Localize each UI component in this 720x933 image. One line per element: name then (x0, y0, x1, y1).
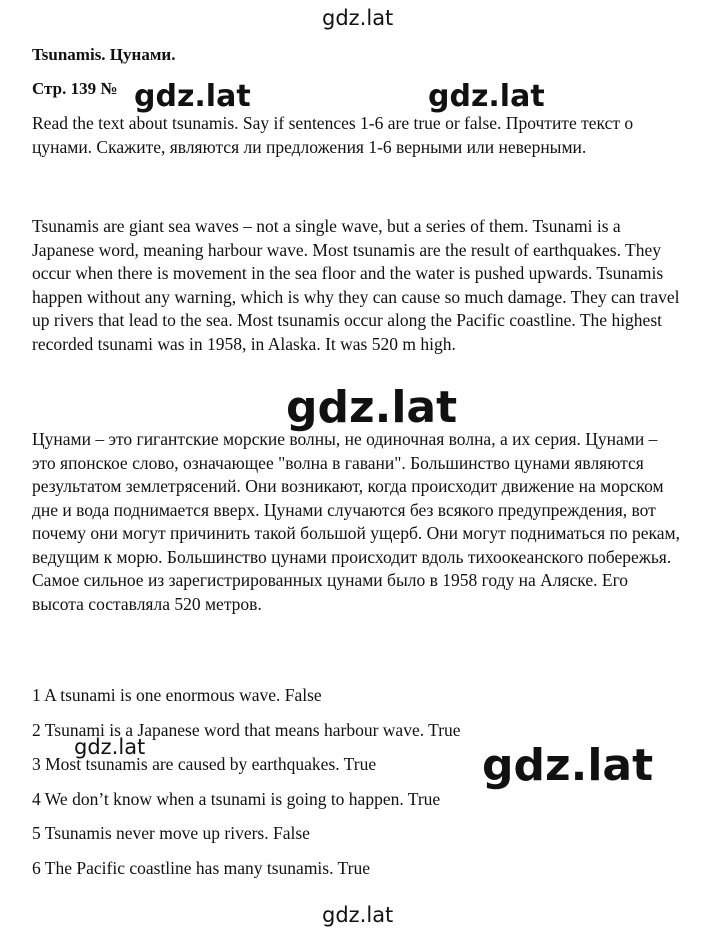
answer-item-6: 6 The Pacific coastline has many tsunamis. True (32, 857, 370, 878)
answer-item-1: 1 A tsunami is one enormous wave. False (32, 685, 322, 705)
page-title: Tsunamis. Цунами. (32, 45, 176, 64)
watermark-lower-small: gdz.lat (74, 735, 146, 759)
answer-item-4: 4 We don’t know when a tsunami is going to happen. True (32, 788, 441, 809)
russian-passage: Цунами – это гигантские морские волны, не одиночная волна, а их серия. Цунами – это японское слово, означающее "волна в гавани". Большинство цунами являются результатом землетрясений. Они возникают, когда происходит движение на морском дне и вода поднимается вверх. Цунами случаются без всякого предупреждения, вот почему они могут причинить такой большой ущерб. Они могут подниматься по рекам, ведущим к морю. Большинство цунами происходит вдоль тихоокеанского побережья. Самое сильное из зарегистрированных цунами было в 1958 году на Аляске. Его высота составляла 520 метров. (32, 429, 680, 614)
answer-item-5: 5 Tsunamis never move up rivers. False (32, 823, 310, 843)
answer-item-2: 2 Tsunami is a Japanese word that means harbour wave. True (32, 719, 461, 740)
watermark-bottom: gdz.lat (322, 903, 394, 927)
watermark-band-left: gdz.lat (134, 79, 251, 114)
answer-list (32, 684, 461, 891)
instruction-text: Read the text about tsunamis. Say if sentences 1-6 are true or false. Прочтите текст о цунами. Скажите, являются ли предложения 1-6 верными или неверными. (32, 113, 634, 157)
watermark-band-right: gdz.lat (428, 79, 545, 114)
answer-item-3: 3 Most tsunamis are caused by earthquakes. True (32, 754, 377, 774)
english-passage: Tsunamis are giant sea waves – not a single wave, but a series of them. Tsunami is a Japanese word, meaning harbour wave. Most tsunamis are the result of earthquakes. They occur when there is movement in the sea floor and the water is pushed upwards. Tsunamis happen without any warning, which is why they can cause so much damage. They can travel up rivers that lead to the sea. Most tsunamis occur along the Pacific coastline. The highest recorded tsunami was in 1958, in Alaska. It was 520 m high. (32, 216, 680, 354)
watermark-middle: gdz.lat (286, 382, 458, 433)
watermark-top: gdz.lat (322, 6, 394, 30)
page-reference: Стр. 139 № (32, 79, 118, 98)
watermark-lower-big: gdz.lat (482, 740, 654, 791)
